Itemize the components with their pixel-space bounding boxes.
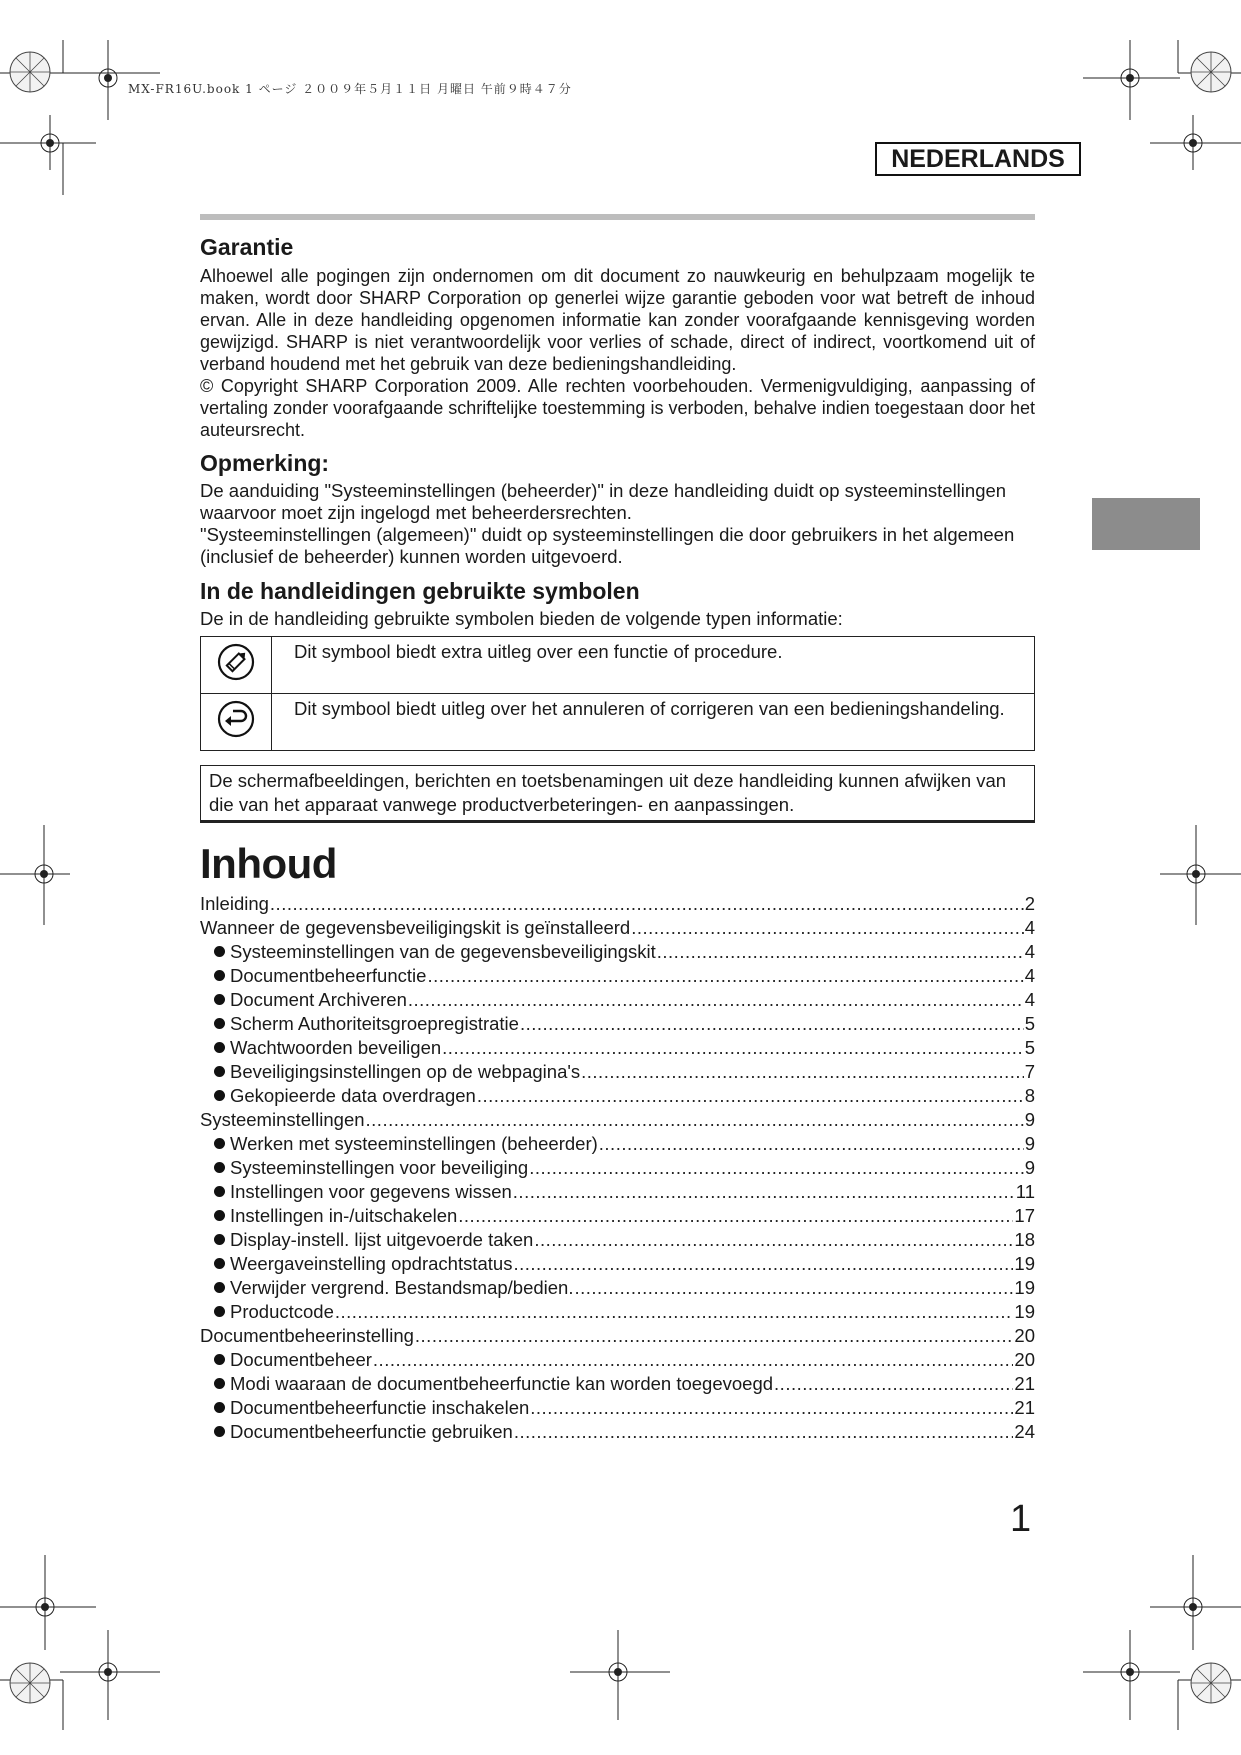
toc-entry[interactable] — [200, 1420, 1035, 1444]
toc-entry[interactable] — [200, 1156, 1035, 1180]
toc-entry-label: Wanneer de gegevensbeveiligingskit is geïnstalleerd — [200, 917, 631, 938]
toc-leader-dots — [335, 1300, 1014, 1324]
bullet-icon — [214, 1018, 225, 1029]
symbol-row-text: Dit symbool biedt extra uitleg over een functie of procedure. — [272, 637, 1035, 694]
symbols-table — [200, 636, 1035, 751]
toc-entry[interactable] — [200, 1300, 1035, 1324]
toc-entry-label: Systeeminstellingen voor beveiliging — [230, 1157, 529, 1178]
toc-entry-page: 5 — [1024, 1013, 1035, 1034]
garantie-copyright: © Copyright SHARP Corporation 2009. Alle rechten voorbehouden. Vermenigvuldiging, aanpassing of vertaling zonder voorafgaande schriftelijke toestemming is verboden, behalve indien toegestaan door het auteursrecht. — [200, 376, 1035, 440]
bullet-icon — [214, 1138, 225, 1149]
toc-entry-label: Instellingen in-/uitschakelen — [230, 1205, 458, 1226]
print-header: MX-FR16U.book 1 ページ ２００９年５月１１日 月曜日 午前９時４７分 — [128, 82, 572, 96]
bullet-icon — [214, 1354, 225, 1365]
bullet-icon — [214, 1306, 225, 1317]
toc-leader-dots — [270, 892, 1024, 916]
toc-leader-dots — [529, 1156, 1023, 1180]
toc-entry-label: Documentbeheerfunctie inschakelen — [230, 1397, 530, 1418]
symbolen-title: In de handleidingen gebruikte symbolen — [200, 578, 640, 604]
symbol-row-text: Dit symbool biedt uitleg over het annuleren of corrigeren van een bedieningshandeling. — [272, 694, 1035, 751]
garantie-title: Garantie — [200, 234, 294, 260]
language-label: NEDERLANDS — [875, 142, 1081, 176]
toc-leader-dots — [477, 1084, 1024, 1108]
toc-leader-dots — [520, 1012, 1024, 1036]
toc-entry[interactable] — [200, 892, 1035, 916]
toc-entry-page: 20 — [1014, 1349, 1035, 1370]
toc-entry[interactable] — [200, 1060, 1035, 1084]
bullet-icon — [214, 946, 225, 957]
bullet-icon — [214, 1090, 225, 1101]
toc-entry[interactable] — [200, 940, 1035, 964]
toc-entry-label: Instellingen voor gegevens wissen — [230, 1181, 512, 1202]
bullet-icon — [214, 1426, 225, 1437]
toc-entry[interactable] — [200, 916, 1035, 940]
toc-leader-dots — [513, 1180, 1015, 1204]
garantie-section — [200, 234, 1035, 441]
toc-entry-label: Werken met systeeminstellingen (beheerder) — [230, 1133, 598, 1154]
toc-leader-dots — [513, 1252, 1013, 1276]
toc-entry-page: 21 — [1014, 1397, 1035, 1418]
toc-entry-label: Weergaveinstelling opdrachtstatus — [230, 1253, 513, 1274]
garantie-body: Alhoewel alle pogingen zijn ondernomen om dit document zo nauwkeurig en behulpzaam mogelijk te maken, wordt door SHARP Corporation op generlei wijze garantie geboden voor wat betreft de inhoud ervan. Alle in deze handleiding opgenomen informatie kan zonder voorafgaande kennisgeving worden gewijzigd. SHARP is niet verantwoordelijk voor verlies of schade, direct of indirect, voortkomend uit of verband houdend met het gebruik van deze bedieningshandleiding. — [200, 266, 1035, 374]
toc-entry-label: Documentbeheerfunctie gebruiken — [230, 1421, 513, 1442]
toc-entry[interactable] — [200, 1132, 1035, 1156]
toc-entry[interactable] — [200, 964, 1035, 988]
toc-leader-dots — [631, 916, 1023, 940]
side-tab — [1092, 498, 1200, 550]
toc-entry-page: 24 — [1014, 1421, 1035, 1442]
toc-entry-label: Systeeminstellingen van de gegevensbeveiligingskit — [230, 941, 656, 962]
toc-entry-page: 20 — [1014, 1325, 1035, 1346]
toc-entry[interactable] — [200, 1324, 1035, 1348]
opmerking-line2: "Systeeminstellingen (algemeen)" duidt op systeeminstellingen die door gebruikers in het algemeen (inclusief de beheerder) kunnen worden uitgevoerd. — [200, 524, 1015, 567]
toc-leader-dots — [581, 1060, 1024, 1084]
toc-leader-dots — [574, 1276, 1013, 1300]
symbol-row — [201, 694, 1035, 751]
top-divider — [200, 214, 1035, 220]
toc-entry-label: Documentbeheer — [230, 1349, 372, 1370]
toc-leader-dots — [427, 964, 1023, 988]
undo-arrow-icon — [216, 699, 256, 739]
toc-entry-page: 4 — [1024, 917, 1035, 938]
bullet-icon — [214, 1186, 225, 1197]
toc-entry-page: 18 — [1014, 1229, 1035, 1250]
toc-entry-label: Documentbeheerinstelling — [200, 1325, 414, 1346]
toc-entry[interactable] — [200, 1396, 1035, 1420]
toc-leader-dots — [458, 1204, 1013, 1228]
toc-leader-dots — [534, 1228, 1013, 1252]
bullet-icon — [214, 1402, 225, 1413]
toc-entry-label: Systeeminstellingen — [200, 1109, 365, 1130]
toc-leader-dots — [415, 1324, 1014, 1348]
toc-entry[interactable] — [200, 1180, 1035, 1204]
toc-entry[interactable] — [200, 988, 1035, 1012]
toc-entry-page: 7 — [1024, 1061, 1035, 1082]
toc-entry-label: Document Archiveren — [230, 989, 407, 1010]
toc-entry-page: 19 — [1014, 1253, 1035, 1274]
bullet-icon — [214, 1066, 225, 1077]
bullet-icon — [214, 1162, 225, 1173]
toc-entry-page: 4 — [1024, 941, 1035, 962]
toc-leader-dots — [373, 1348, 1014, 1372]
toc-entry[interactable] — [200, 1348, 1035, 1372]
bullet-icon — [214, 1282, 225, 1293]
toc-entry[interactable] — [200, 1252, 1035, 1276]
symbolen-section — [200, 578, 1035, 823]
toc-entry[interactable] — [200, 1228, 1035, 1252]
toc-entry[interactable] — [200, 1108, 1035, 1132]
toc-entry-label: Scherm Authoriteitsgroepregistratie — [230, 1013, 519, 1034]
bullet-icon — [214, 1378, 225, 1389]
toc-list — [200, 892, 1035, 1444]
pencil-note-icon — [216, 642, 256, 682]
toc-entry-page: 4 — [1024, 965, 1035, 986]
opmerking-line1: De aanduiding "Systeeminstellingen (beheerder)" in deze handleiding duidt op systeeminstellingen waarvoor moet zijn ingelogd met beheerdersrechten. — [200, 480, 1007, 523]
toc-entry[interactable] — [200, 1372, 1035, 1396]
toc-leader-dots — [408, 988, 1024, 1012]
toc-entry-label: Modi waaraan de documentbeheerfunctie kan worden toegevoegd — [230, 1373, 774, 1394]
toc-entry-page: 21 — [1014, 1373, 1035, 1394]
toc-entry-page: 17 — [1014, 1205, 1035, 1226]
toc-entry[interactable] — [200, 1084, 1035, 1108]
toc-entry-label: Documentbeheerfunctie — [230, 965, 427, 986]
toc-leader-dots — [657, 940, 1024, 964]
toc-leader-dots — [599, 1132, 1024, 1156]
toc-entry[interactable] — [200, 1012, 1035, 1036]
toc-entry-page: 2 — [1024, 893, 1035, 914]
opmerking-title: Opmerking: — [200, 450, 330, 476]
toc-entry-page: 5 — [1024, 1037, 1035, 1058]
toc-leader-dots — [514, 1420, 1014, 1444]
toc-entry-page: 19 — [1014, 1277, 1035, 1298]
toc-entry-label: Gekopieerde data overdragen — [230, 1085, 476, 1106]
toc-entry-page: 9 — [1024, 1157, 1035, 1178]
bullet-icon — [214, 1234, 225, 1245]
note-box: De schermafbeeldingen, berichten en toetsbenamingen uit deze handleiding kunnen afwijken van die van het apparaat vanwege productverbeteringen- en aanpassingen. — [200, 765, 1035, 823]
bullet-icon — [214, 1258, 225, 1269]
toc-leader-dots — [366, 1108, 1024, 1132]
page-number: 1 — [1010, 1498, 1032, 1540]
toc-entry-label: Verwijder vergrend. Bestandsmap/bedien. — [230, 1277, 574, 1298]
symbolen-intro: De in de handleiding gebruikte symbolen bieden de volgende typen informatie: — [200, 608, 843, 629]
toc-entry[interactable] — [200, 1204, 1035, 1228]
symbol-row — [201, 637, 1035, 694]
toc-entry[interactable] — [200, 1276, 1035, 1300]
bullet-icon — [214, 1042, 225, 1053]
toc-entry-label: Inleiding — [200, 893, 269, 914]
toc-entry-label: Display-instell. lijst uitgevoerde taken — [230, 1229, 534, 1250]
opmerking-section — [200, 450, 1035, 568]
toc-leader-dots — [442, 1036, 1024, 1060]
toc-entry-page: 8 — [1024, 1085, 1035, 1106]
toc-entry-page: 11 — [1015, 1181, 1035, 1202]
toc-entry-label: Productcode — [230, 1301, 334, 1322]
toc-entry-page: 4 — [1024, 989, 1035, 1010]
toc-entry-label: Wachtwoorden beveiligen — [230, 1037, 442, 1058]
bullet-icon — [214, 1210, 225, 1221]
toc-entry[interactable] — [200, 1036, 1035, 1060]
toc-entry-page: 9 — [1024, 1109, 1035, 1130]
toc-leader-dots — [774, 1372, 1013, 1396]
bullet-icon — [214, 994, 225, 1005]
toc-leader-dots — [530, 1396, 1013, 1420]
bullet-icon — [214, 970, 225, 981]
toc-entry-page: 19 — [1014, 1301, 1035, 1322]
toc-entry-label: Beveiligingsinstellingen op de webpagina's — [230, 1061, 581, 1082]
toc-title: Inhoud — [200, 840, 337, 887]
toc-entry-page: 9 — [1024, 1133, 1035, 1154]
toc-section — [200, 840, 1035, 1444]
